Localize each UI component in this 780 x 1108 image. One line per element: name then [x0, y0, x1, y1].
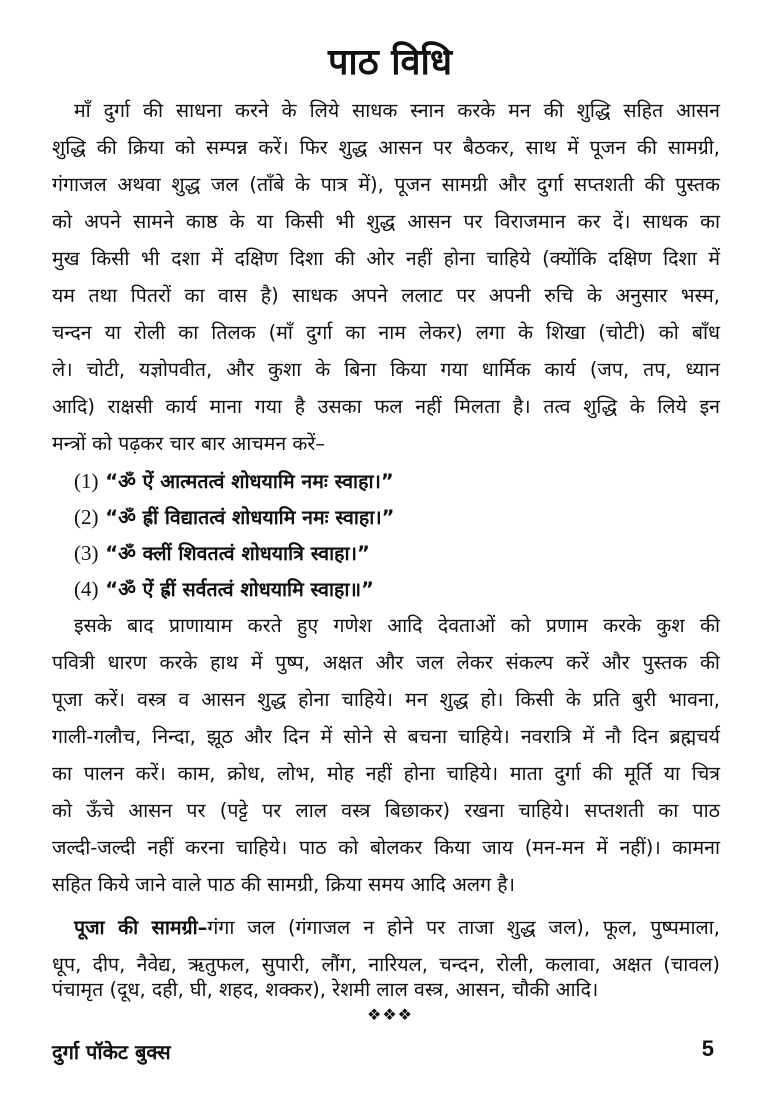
page-title: पाठ विधि — [327, 42, 453, 83]
paragraph1-line: माँ दुर्गा की साधना करने के लिये साधक स्नान करके मन की शुद्धि सहित आसन — [74, 99, 720, 122]
paragraph2-line: पूजा करें। वस्त्र व आसन शुद्ध होना चाहिये। मन शुद्ध हो। किसी के प्रति बुरी भावना, — [52, 688, 720, 711]
mantra-item — [74, 538, 370, 569]
mantra-number: (2) — [74, 505, 99, 529]
paragraph1-line: को अपने सामने काष्ठ के या किसी भी शुद्ध आसन पर विराजमान कर दें। साधक का — [52, 210, 720, 233]
paragraph2-line: इसके बाद प्राणायाम करते हुए गणेश आदि देवताओं को प्रणाम करके कुश की — [74, 614, 720, 637]
mantra-text: “ॐ ह्रीं विद्यातत्वं शोधयामि नमः स्वाहा।” — [105, 506, 395, 529]
paragraph2-line: पवित्री धारण करके हाथ में पुष्प, अक्षत और जल लेकर संकल्प करें और पुस्तक की — [52, 651, 720, 674]
paragraph3-text: गंगा जल (गंगाजल न होने पर ताजा शुद्ध जल), फूल, पुष्पमाला, — [207, 916, 720, 939]
paragraph2-line: का पालन करें। काम, क्रोध, लोभ, मोह नहीं होना चाहिये। माता दुर्गा की मूर्ति या चित्र — [52, 762, 720, 785]
section-heading: पूजा की सामग्री– — [74, 916, 208, 939]
mantra-number: (3) — [74, 541, 99, 565]
paragraph1-line: शुद्धि की क्रिया को सम्पन्न करें। फिर शुद्ध आसन पर बैठकर, साथ में पूजन की सामग्री, — [52, 136, 720, 159]
paragraph1-line: मुख किसी भी दशा में दक्षिण दिशा की ओर नहीं होना चाहिये (क्योंकि दक्षिण दिशा में — [52, 247, 720, 270]
paragraph1-line: आदि) राक्षसी कार्य माना गया है उसका फल नहीं मिलता है। तत्व शुद्धि के लिये इन — [52, 395, 720, 418]
paragraph3-line: धूप, दीप, नैवेद्य, ऋतुफल, सुपारी, लौंग, नारियल, चन्दन, रोली, कलावा, अक्षत (चावल) — [52, 953, 720, 976]
paragraph1-line: गंगाजल अथवा शुद्ध जल (ताँबे के पात्र में), पूजन सामग्री और दुर्गा सप्तशती की पुस्तक — [52, 173, 720, 196]
mantra-number: (1) — [74, 469, 99, 493]
mantra-item — [74, 502, 395, 533]
paragraph2-line: जल्दी-जल्दी नहीं करना चाहिये। पाठ को बोलकर किया जाय (मन-मन में नहीं)। कामना — [52, 836, 720, 859]
paragraph1-line: ले। चोटी, यज्ञोपवीत, और कुशा के बिना किया गया धार्मिक कार्य (जप, तप, ध्यान — [52, 358, 720, 381]
mantra-text: “ॐ क्लीं शिवतत्वं शोधयात्रि स्वाहा।” — [105, 542, 370, 565]
mantra-text: “ॐ ऐं ह्रीं सर्वतत्वं शोधयामि स्वाहा॥” — [105, 578, 374, 601]
paragraph3-first-line — [74, 913, 720, 943]
paragraph3-line: पंचामृत (दूध, दही, घी, शहद, शक्कर), रेशमी लाल वस्त्र, आसन, चौकी आदि। — [52, 978, 599, 1001]
mantra-number: (4) — [74, 577, 99, 601]
paragraph2-line: को ऊँचे आसन पर (पट्टे पर लाल वस्त्र बिछाकर) रखना चाहिये। सप्तशती का पाठ — [52, 799, 720, 822]
paragraph1-line: चन्दन या रोली का तिलक (माँ दुर्गा का नाम लेकर) लगा के शिखा (चोटी) को बाँध — [52, 321, 720, 344]
mantra-item — [74, 574, 374, 605]
paragraph2-line: गाली-गलौच, निन्दा, झूठ और दिन में सोने से बचना चाहिये। नवरात्रि में नौ दिन ब्रह्मचर्य — [52, 725, 720, 748]
paragraph2-line: सहित किये जाने वाले पाठ की सामग्री, क्रिया समय आदि अलग है। — [52, 873, 516, 896]
publisher-name: दुर्गा पॉकेट बुक्स — [52, 1040, 171, 1064]
paragraph1-line: यम तथा पितरों का वास है) साधक अपने ललाट पर अपनी रुचि के अनुसार भस्म, — [52, 284, 720, 307]
paragraph1-line: मन्त्रों को पढ़कर चार बार आचमन करें– — [52, 432, 326, 455]
page-number: 5 — [701, 1036, 714, 1061]
mantra-item — [74, 466, 394, 497]
section-end-ornament: ❖❖❖ — [366, 1005, 414, 1024]
mantra-text: “ॐ ऐं आत्मतत्वं शोधयामि नमः स्वाहा।” — [105, 470, 394, 493]
